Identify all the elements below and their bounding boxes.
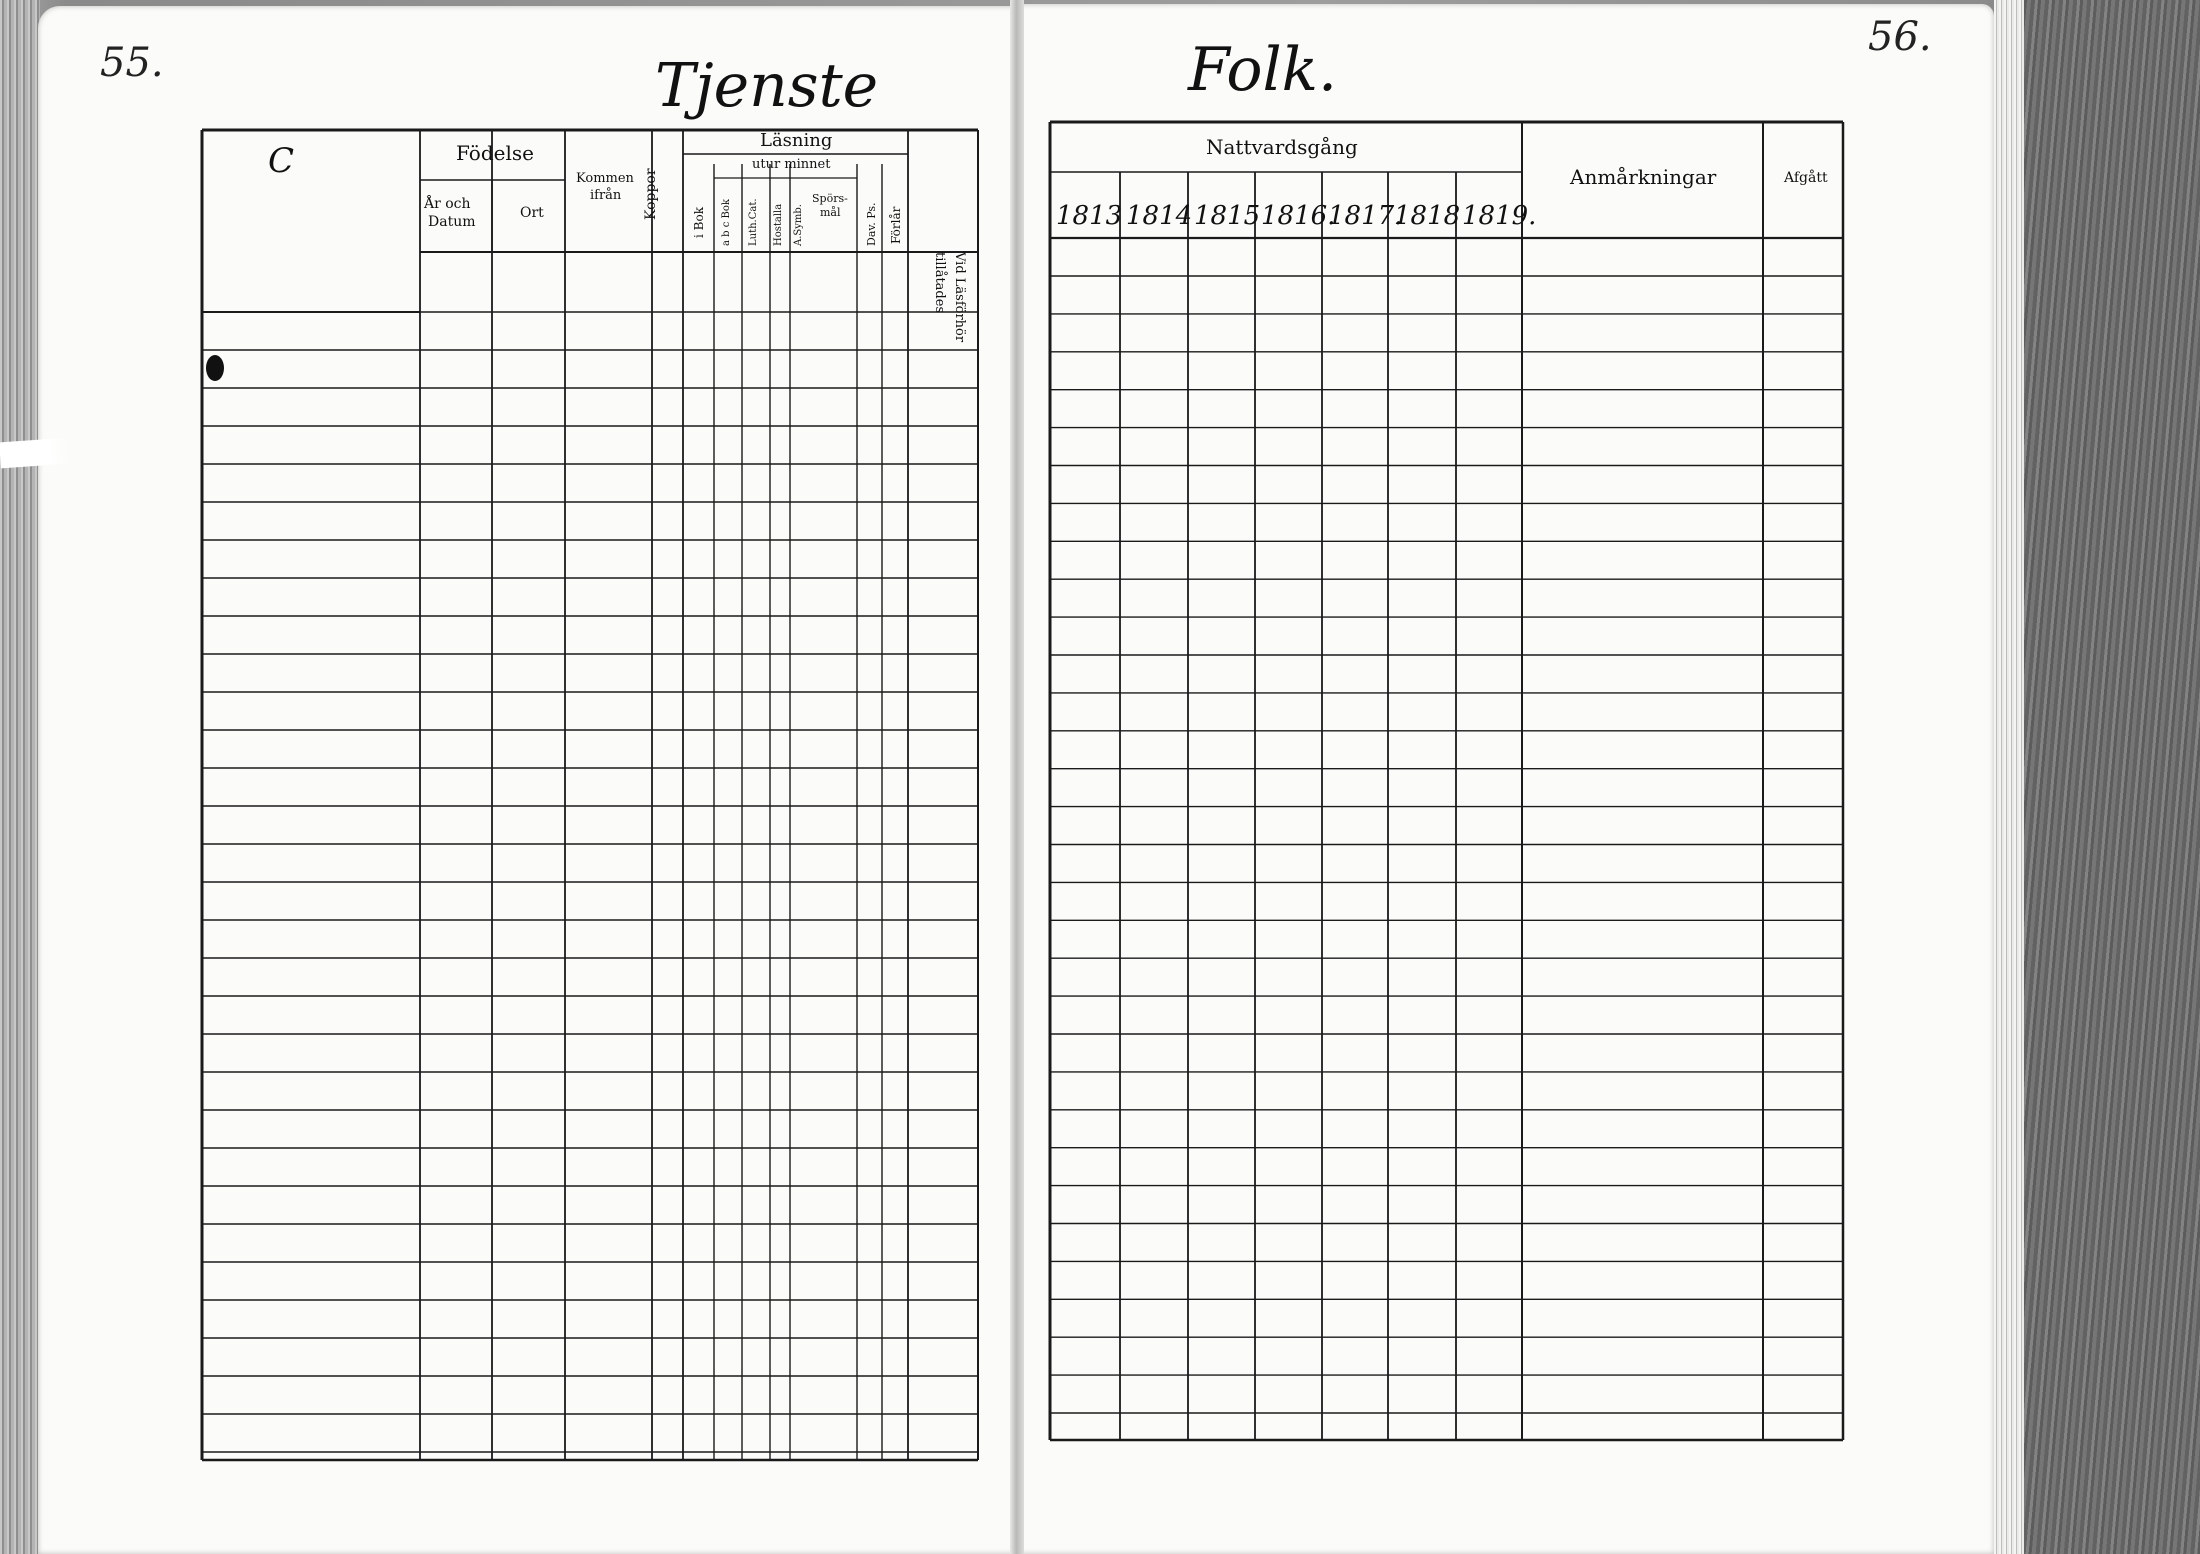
ar-och-header-line1: År och xyxy=(424,196,471,212)
afgatt-header: Afgått xyxy=(1784,170,1828,186)
utur-minnet-header: utur minnet xyxy=(752,157,831,172)
name-column-mark: C xyxy=(268,141,295,181)
kommen-header-line1: Kommen xyxy=(576,171,634,186)
hostalla-header: Hostalla xyxy=(773,203,784,246)
luth-cat-header: Luth.Cat. xyxy=(748,198,759,246)
forlar-header: Förlår xyxy=(889,206,903,244)
year-label-6: 1819. xyxy=(1462,201,1537,231)
left-page-number: 55. xyxy=(100,40,164,86)
i-bok-header: i Bok xyxy=(692,207,706,238)
sporsmal-header-line1: Spörs- xyxy=(812,192,848,205)
vid-lasforhor-header-line1: Vid Läsförhör xyxy=(952,252,967,343)
ink-blot xyxy=(206,355,224,381)
year-header-row xyxy=(1056,201,1536,231)
dav-ps-header: Dav. Ps. xyxy=(865,202,878,246)
year-label-2: 1815 xyxy=(1194,201,1261,231)
sporsmal-header-line2: mål xyxy=(820,206,841,219)
kommen-header-line2: ifrån xyxy=(590,188,622,203)
right-page-number: 56. xyxy=(1868,14,1932,60)
year-label-3: 1816. xyxy=(1261,201,1336,231)
year-label-0: 1813 xyxy=(1056,201,1123,231)
koppor-header: Koppor xyxy=(643,168,659,220)
abc-bok-header: a b c Bok xyxy=(721,199,732,246)
year-label-4: 1817. xyxy=(1328,201,1403,231)
nattvardsgang-header: Nattvardsgång xyxy=(1206,135,1358,159)
year-label-5: 1818 xyxy=(1394,201,1461,231)
left-page-title: Tjenste xyxy=(655,51,879,121)
lasning-header: Läsning xyxy=(760,130,833,151)
year-label-1: 1814 xyxy=(1126,201,1193,231)
vid-lasforhor-header-line2: tillåtades xyxy=(932,252,947,314)
a-symb-header: A.Symb. xyxy=(793,204,804,246)
fodelse-header: Födelse xyxy=(456,141,534,165)
right-table-grid xyxy=(1050,122,1843,1440)
left-table-grid xyxy=(202,130,978,1460)
ort-header: Ort xyxy=(520,205,544,221)
right-page-title: Folk. xyxy=(1188,35,1338,105)
ar-och-header-line2: Datum xyxy=(428,214,476,230)
anmarkningar-header: Anmårkningar xyxy=(1570,165,1717,189)
